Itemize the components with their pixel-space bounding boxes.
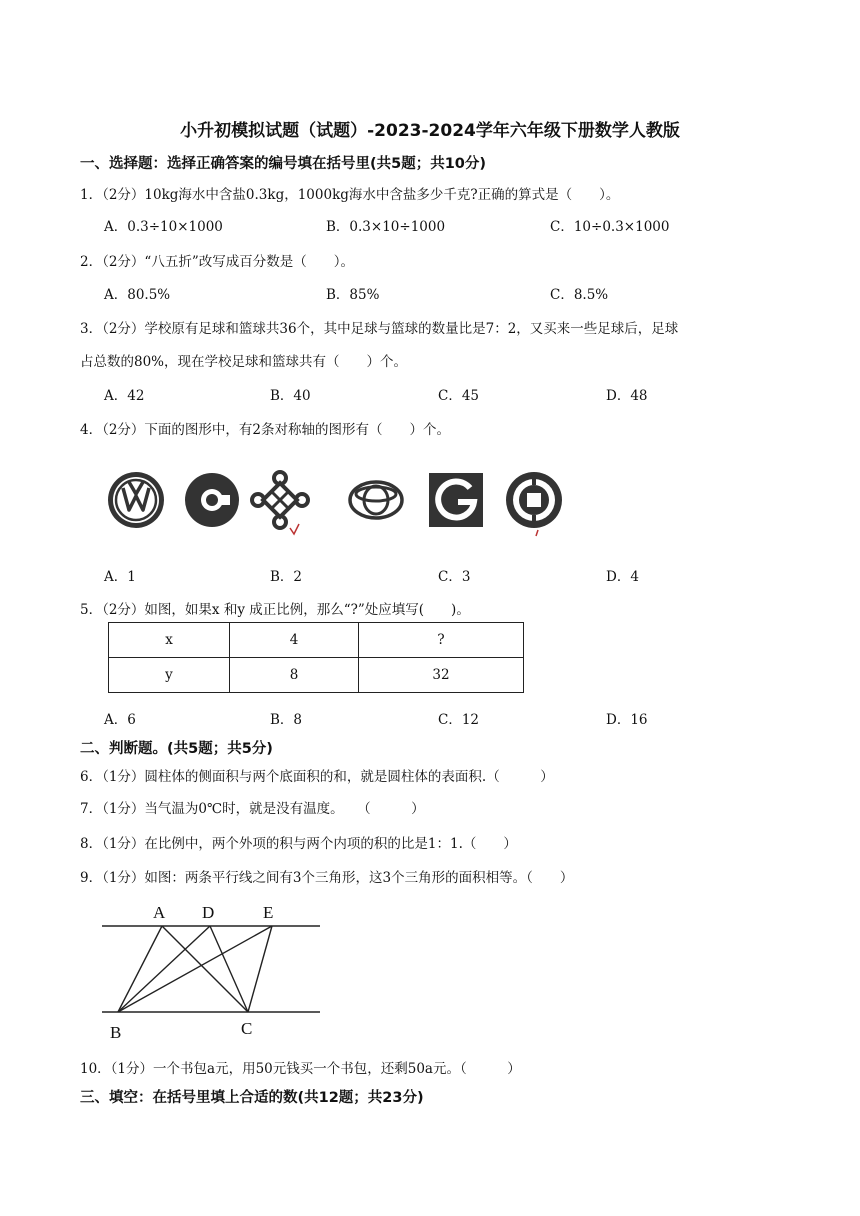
table-cell: 4 <box>230 623 359 658</box>
china-knot-logo-icon <box>252 472 308 534</box>
question-6: 6．（1分）圆柱体的侧面积与两个底面积的和，就是圆柱体的表面积.（ ） <box>80 769 554 785</box>
label-d: D <box>202 903 215 922</box>
q3-option-d: D．48 <box>606 388 648 404</box>
q1-option-b: B．0.3×10÷1000 <box>326 219 446 235</box>
question-3-line-2: 占总数的80%，现在学校足球和篮球共有（ ）个。 <box>80 354 408 370</box>
question-10: 10．（1分）一个书包a元，用50元钱买一个书包，还剩50a元。（ ） <box>80 1061 521 1077</box>
question-5: 5．（2分）如图，如果x 和y 成正比例，那么“?”处应填写( )。 <box>80 602 470 618</box>
table-cell: ? <box>359 623 524 658</box>
q4-option-b: B．2 <box>270 569 303 585</box>
q3-option-c: C．45 <box>438 388 480 404</box>
volkswagen-logo-icon <box>108 472 164 528</box>
table-row <box>109 623 524 658</box>
square-g-logo-icon <box>429 473 483 527</box>
table-row <box>109 658 524 693</box>
q1-option-a: A．0.3÷10×1000 <box>104 219 223 235</box>
question-2: 2．（2分）“八五折”改写成百分数是（ ）。 <box>80 254 354 270</box>
q5-option-c: C．12 <box>438 712 480 728</box>
section-heading-3: 三、填空：在括号里填上合适的数(共12题；共23分) <box>80 1090 424 1106</box>
label-c: C <box>241 1019 253 1038</box>
q2-option-b: B．85% <box>326 287 380 303</box>
segment-eb <box>118 926 272 1012</box>
segment-dc <box>210 926 248 1012</box>
label-a: A <box>153 903 166 922</box>
q3-option-b: B．40 <box>270 388 311 404</box>
question-9: 9．（1分）如图：两条平行线之间有3个三角形，这3个三角形的面积相等。（ ） <box>80 870 574 886</box>
table-cell: 8 <box>230 658 359 693</box>
label-b: B <box>110 1023 122 1042</box>
question-1: 1．（2分）10kg海水中含盐0.3kg，1000kg海水中含盐多少千克?正确的算式是（ ）。 <box>80 187 620 203</box>
section-heading-2: 二、判断题。(共5题；共5分) <box>80 741 273 757</box>
question-7: 7．（1分）当气温为0℃时，就是没有温度。 （ ） <box>80 801 425 817</box>
q9-parallel-lines-figure <box>100 898 330 1044</box>
q5-option-d: D．16 <box>606 712 648 728</box>
q5-option-a: A．6 <box>104 712 136 728</box>
segment-ac <box>162 926 248 1012</box>
q4-option-c: C．3 <box>438 569 471 585</box>
coin-logo-icon <box>506 472 562 536</box>
q4-option-d: D．4 <box>606 569 639 585</box>
q4-option-a: A．1 <box>104 569 136 585</box>
q1-option-c: C．10÷0.3×1000 <box>550 219 670 235</box>
q5-ratio-table <box>108 622 524 693</box>
table-cell: y <box>109 658 230 693</box>
section-heading-1: 一、选择题：选择正确答案的编号填在括号里(共5题；共10分) <box>80 156 487 172</box>
question-4: 4．（2分）下面的图形中，有2条对称轴的图形有（ ）个。 <box>80 422 451 438</box>
q4-logo-strip <box>100 462 580 538</box>
table-cell: x <box>109 623 230 658</box>
ccb-logo-icon <box>185 473 239 527</box>
segment-ec <box>248 926 272 1012</box>
page-title: 小升初模拟试题（试题）-2023-2024学年六年级下册数学人教版 <box>180 121 680 141</box>
q2-option-a: A．80.5% <box>104 287 171 303</box>
q2-option-c: C．8.5% <box>550 287 609 303</box>
question-3-line-1: 3．（2分）学校原有足球和篮球共36个，其中足球与篮球的数量比是7：2，又买来一些足球后，足球 <box>80 321 679 337</box>
q5-option-b: B．8 <box>270 712 303 728</box>
label-e: E <box>263 903 274 922</box>
q3-option-a: A．42 <box>104 388 145 404</box>
table-cell: 32 <box>359 658 524 693</box>
question-8: 8．（1分）在比例中，两个外项的积与两个内项的积的比是1：1.（ ） <box>80 836 517 852</box>
toyota-logo-icon <box>350 482 402 518</box>
